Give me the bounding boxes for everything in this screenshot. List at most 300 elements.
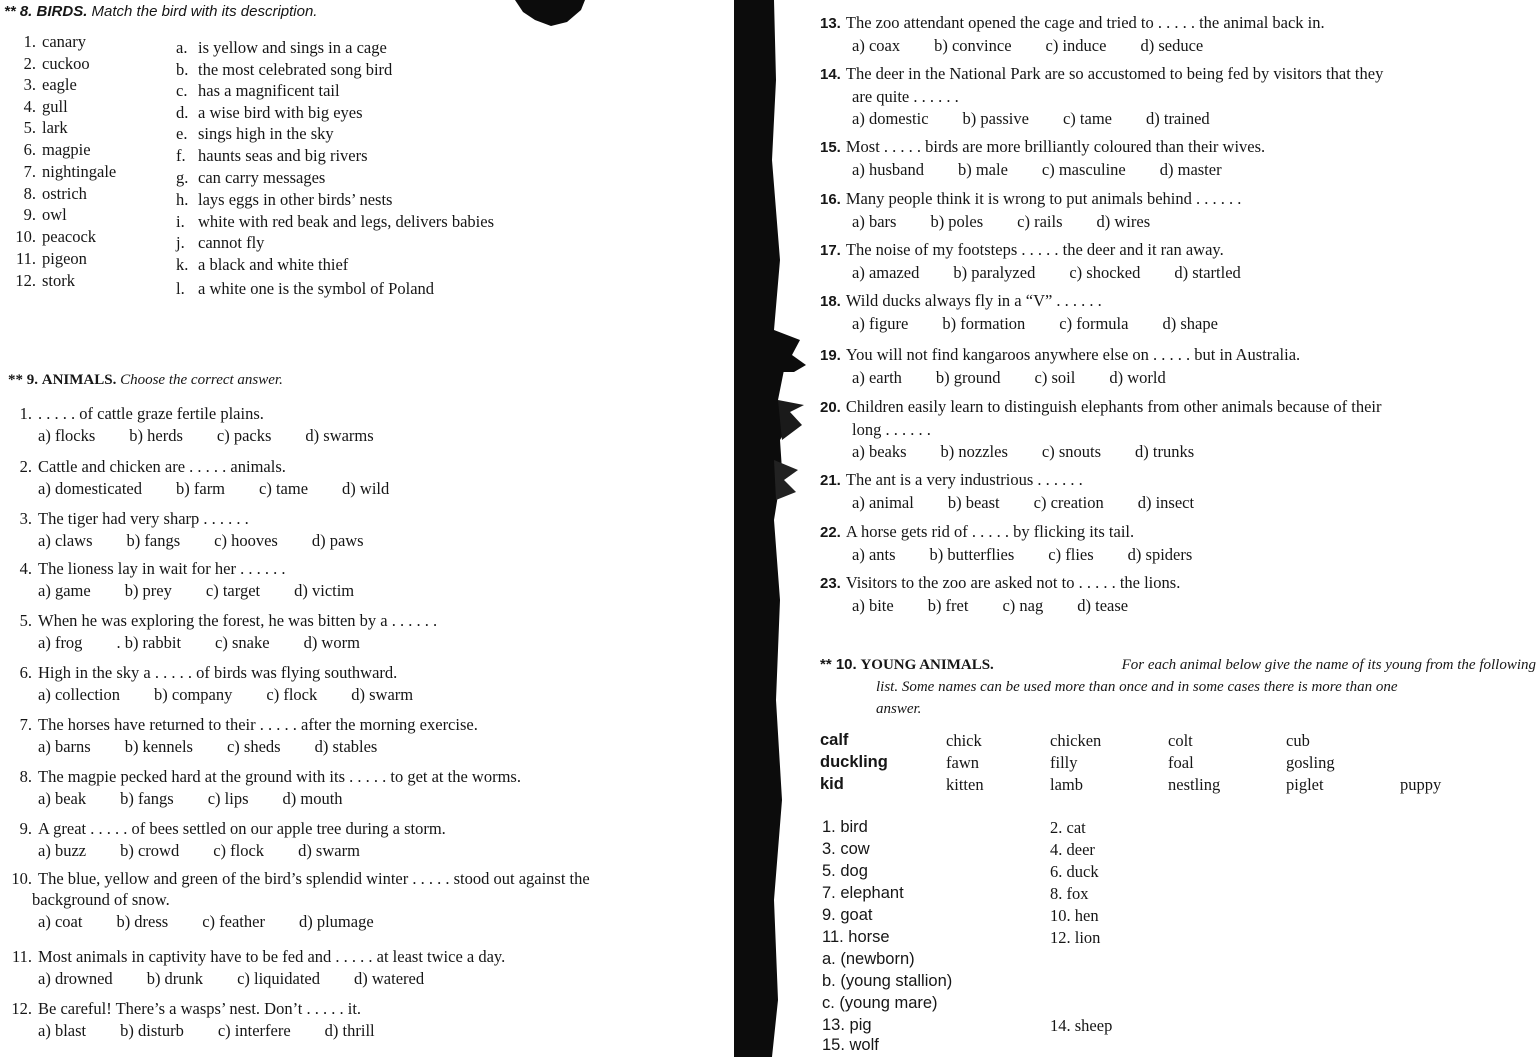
description-letter: b. [176, 60, 189, 79]
answer-option: . b) rabbit [116, 633, 182, 652]
answer-option: c) flies [1048, 545, 1094, 564]
description-letter: i. [176, 212, 185, 231]
question-text [0, 508, 720, 529]
answer-option: c) sheds [226, 737, 281, 756]
answer-option: d) swarm [298, 841, 360, 860]
young-animal-word: kitten [946, 775, 984, 794]
description-letter: f. [176, 146, 186, 165]
answer-options [820, 367, 1538, 389]
answer-option: b) butterflies [929, 545, 1015, 564]
bird-description [176, 60, 392, 80]
answer-option: c) flock [266, 685, 318, 704]
bird-description [176, 279, 434, 299]
answer-option: b) drunk [146, 969, 204, 988]
answer-option: b) kennels [124, 737, 193, 756]
answer-option: c) packs [216, 426, 272, 445]
young-animal-word: gosling [1286, 753, 1335, 772]
description-letter: d. [176, 103, 189, 122]
question-item [820, 188, 1538, 233]
question-number: 14. [820, 66, 841, 83]
description-text: cannot fly [198, 233, 265, 252]
answer-option: c) lips [207, 789, 249, 808]
answer-option: b) convince [934, 36, 1012, 55]
answer-option: d) swarm [351, 685, 414, 704]
bird-number: 10. [15, 227, 36, 246]
animal-item: 1. bird [822, 818, 868, 836]
question-item [0, 508, 720, 551]
answer-option: c) masculine [1041, 160, 1126, 179]
description-text: sings high in the sky [198, 124, 334, 143]
young-animal-word: duckling [820, 753, 888, 771]
animal-item: 7. elephant [822, 884, 904, 902]
bird-number: 7. [23, 162, 36, 181]
exercise-9-header [8, 372, 283, 389]
question-text [820, 290, 1538, 313]
bird-number: 1. [23, 32, 36, 51]
answer-option: c) liquidated [237, 969, 320, 988]
question-text [0, 868, 720, 889]
answer-options [0, 530, 720, 551]
answer-options [0, 580, 720, 601]
answer-option: d) watered [354, 969, 425, 988]
answer-option: c) feather [202, 912, 265, 931]
bird-name: eagle [42, 75, 77, 94]
animal-item: 5. dog [822, 862, 868, 880]
question-stem-continued: long . . . . . . [852, 420, 931, 439]
answer-option: b) beast [947, 493, 1000, 512]
bird-description [176, 190, 392, 210]
bird-item [10, 75, 77, 95]
question-text [820, 63, 1538, 86]
question-stem: The tiger had very sharp . . . . . . [38, 509, 249, 528]
question-item [820, 136, 1538, 181]
answer-option: a) buzz [38, 841, 87, 860]
answer-option: c) nag [1002, 596, 1044, 615]
question-stem: Cattle and chicken are . . . . . animals. [38, 457, 286, 476]
question-stem: The lioness lay in wait for her . . . . . . [38, 559, 286, 578]
question-number: 5. [19, 611, 32, 630]
description-letter: c. [176, 81, 188, 100]
answer-option: a) figure [852, 314, 909, 333]
answer-options [820, 211, 1538, 233]
question-item [820, 572, 1538, 617]
answer-option: a) coat [38, 912, 83, 931]
description-letter: h. [176, 190, 189, 209]
answer-option: c) creation [1033, 493, 1104, 512]
answer-options [0, 736, 720, 757]
exercise-10-instruction-line-2: list. Some names can be used more than once and in some cases there is more than one [876, 679, 1398, 695]
question-stem: The ant is a very industrious . . . . . . [845, 470, 1083, 489]
question-number: 10. [11, 869, 32, 888]
description-text: has a magnificent tail [198, 81, 340, 100]
question-number: 18. [820, 293, 841, 310]
question-stem: Be careful! There’s a wasps’ nest. Don’t . . . . . it. [38, 999, 362, 1018]
answer-options [820, 313, 1538, 335]
animal-item: 2. cat [1050, 818, 1086, 837]
question-stem: The blue, yellow and green of the bird’s splendid winter . . . . . stood out against the [38, 869, 590, 888]
young-animal-word: calf [820, 731, 849, 749]
bird-name: gull [42, 97, 68, 116]
question-item [0, 766, 720, 809]
bird-item [10, 97, 68, 117]
answer-options [0, 840, 720, 861]
question-stem: High in the sky a . . . . . of birds was flying southward. [38, 663, 398, 682]
animal-item: 8. fox [1050, 884, 1089, 903]
question-text [820, 239, 1538, 262]
bird-name: cuckoo [42, 54, 90, 73]
question-item [820, 469, 1538, 514]
animal-item: a. (newborn) [822, 950, 915, 968]
question-item [0, 403, 720, 446]
answer-options [820, 492, 1538, 514]
answer-options [820, 595, 1538, 617]
answer-option: c) hooves [214, 531, 278, 550]
bird-number: 6. [23, 140, 36, 159]
answer-option: d) startled [1174, 263, 1241, 282]
question-stem: Many people think it is wrong to put animals behind . . . . . . [845, 189, 1242, 208]
young-animal-word: chick [946, 731, 982, 750]
answer-option: d) worm [303, 633, 360, 652]
bird-number: 11. [15, 249, 36, 268]
answer-option: d) victim [294, 581, 355, 600]
question-number: 13. [820, 15, 841, 32]
answer-option: a) blast [38, 1021, 87, 1040]
question-item [820, 344, 1538, 389]
exercise-10-instruction-line-3: answer. [876, 701, 922, 717]
page-gutter-shadow [734, 0, 806, 1057]
answer-options [0, 911, 720, 932]
question-text [0, 946, 720, 967]
question-text [0, 403, 720, 424]
answer-options [0, 788, 720, 809]
question-item [820, 290, 1538, 335]
answer-option: b) fangs [126, 531, 181, 550]
question-stem: The noise of my footsteps . . . . . the deer and it ran away. [845, 240, 1224, 259]
answer-option: b) dress [116, 912, 169, 931]
answer-option: d) paws [311, 531, 364, 550]
question-number: 8. [19, 767, 32, 786]
bird-number: 2. [23, 54, 36, 73]
question-text [820, 572, 1538, 595]
question-text [0, 558, 720, 579]
description-letter: e. [176, 124, 188, 143]
answer-option: a) claws [38, 531, 93, 550]
animal-item: 15. wolf [822, 1036, 879, 1054]
question-number: 20. [820, 399, 841, 416]
bird-name: lark [42, 118, 68, 137]
question-text [820, 12, 1538, 35]
answer-option: a) bars [852, 212, 897, 231]
question-stem: Most animals in captivity have to be fed and . . . . . at least twice a day. [38, 947, 506, 966]
answer-option: c) soil [1034, 368, 1076, 387]
question-item [0, 818, 720, 861]
answer-option: a) drowned [38, 969, 113, 988]
bird-item [10, 162, 116, 182]
question-item [0, 610, 720, 653]
answer-option: a) flocks [38, 426, 96, 445]
answer-option: d) seduce [1140, 36, 1204, 55]
question-text [0, 456, 720, 477]
question-stem: The zoo attendant opened the cage and tried to . . . . . the animal back in. [845, 13, 1325, 32]
question-text [0, 818, 720, 839]
exercise-8-title: BIRDS. [36, 3, 88, 20]
question-number: 1. [19, 404, 32, 423]
bird-item [10, 271, 75, 291]
answer-option: b) formation [942, 314, 1026, 333]
answer-option: b) prey [124, 581, 172, 600]
question-number: 11. [11, 947, 32, 966]
answer-option: d) thrill [324, 1021, 375, 1040]
answer-options [820, 441, 1538, 463]
question-stem: Most . . . . . birds are more brilliantly coloured than their wives. [845, 137, 1266, 156]
young-animal-word: puppy [1400, 775, 1442, 794]
answer-option: d) wild [342, 479, 390, 498]
question-stem-continued: background of snow. [32, 890, 170, 909]
answer-option: b) paralyzed [953, 263, 1036, 282]
answer-option: a) husband [852, 160, 924, 179]
question-item [0, 868, 720, 932]
bird-number: 8. [23, 184, 36, 203]
question-text [820, 396, 1538, 419]
exercise-8-number: ** 8. [4, 3, 33, 20]
bird-description [176, 212, 494, 232]
answer-option: d) trained [1145, 109, 1210, 128]
question-number: 16. [820, 191, 841, 208]
bird-name: ostrich [42, 184, 87, 203]
description-letter: l. [176, 279, 185, 298]
answer-option: c) rails [1017, 212, 1063, 231]
exercise-9-instruction: Choose the correct answer. [120, 372, 283, 388]
description-text: white with red beak and legs, delivers babies [198, 212, 494, 231]
answer-option: b) company [154, 685, 233, 704]
answer-option: d) spiders [1127, 545, 1193, 564]
question-number: 22. [820, 524, 841, 541]
bird-number: 5. [23, 118, 36, 137]
answer-option: d) wires [1096, 212, 1151, 231]
answer-option: a) beaks [852, 442, 907, 461]
answer-option: a) animal [852, 493, 914, 512]
answer-option: d) mouth [282, 789, 343, 808]
answer-option: d) stables [314, 737, 378, 756]
animal-item: b. (young stallion) [822, 972, 953, 990]
description-letter: j. [176, 233, 185, 252]
answer-option: b) ground [935, 368, 1001, 387]
answer-option: a) coax [852, 36, 901, 55]
question-text [820, 188, 1538, 211]
exercise-10-instruction-line-1: For each animal below give the name of its young from the following [1121, 657, 1536, 673]
description-text: lays eggs in other birds’ nests [198, 190, 393, 209]
bird-description [176, 103, 363, 123]
answer-option: b) disturb [120, 1021, 184, 1040]
bird-number: 3. [23, 75, 36, 94]
answer-option: b) poles [930, 212, 984, 231]
answer-option: d) tease [1077, 596, 1129, 615]
question-item [0, 456, 720, 499]
question-item [820, 521, 1538, 566]
answer-option: a) frog [38, 633, 83, 652]
question-number: 19. [820, 347, 841, 364]
description-letter: a. [176, 38, 188, 57]
answer-option: c) tame [1062, 109, 1112, 128]
answer-options [820, 108, 1538, 130]
answer-options [0, 425, 720, 446]
answer-option: a) amazed [852, 263, 920, 282]
question-number: 21. [820, 472, 841, 489]
bird-item [10, 249, 87, 269]
description-text: can carry messages [198, 168, 326, 187]
animal-item: 6. duck [1050, 862, 1099, 881]
question-item [820, 63, 1538, 130]
bird-name: pigeon [42, 249, 87, 268]
answer-option: b) nozzles [940, 442, 1008, 461]
description-text: a black and white thief [198, 255, 349, 274]
bird-item [10, 118, 68, 138]
young-animal-word: piglet [1286, 775, 1324, 794]
question-item [0, 946, 720, 989]
question-item [0, 998, 720, 1041]
question-number: 12. [11, 999, 32, 1018]
answer-options [0, 1020, 720, 1041]
answer-option: b) passive [962, 109, 1029, 128]
answer-option: d) trunks [1135, 442, 1195, 461]
question-text [0, 766, 720, 787]
question-number: 23. [820, 575, 841, 592]
answer-option: d) swarms [305, 426, 374, 445]
answer-option: b) herds [129, 426, 183, 445]
bird-item [10, 205, 67, 225]
answer-option: c) snouts [1041, 442, 1101, 461]
answer-option: a) game [38, 581, 91, 600]
answer-option: c) formula [1059, 314, 1129, 333]
bird-description [176, 38, 387, 58]
question-text [820, 469, 1538, 492]
young-animal-word: cub [1286, 731, 1310, 750]
answer-option: d) master [1159, 160, 1222, 179]
question-stem: The deer in the National Park are so accustomed to being fed by visitors that they [845, 64, 1384, 83]
young-animal-word: kid [820, 775, 844, 793]
answer-option: d) world [1109, 368, 1166, 387]
answer-options [820, 35, 1538, 57]
answer-option: a) domestic [852, 109, 929, 128]
answer-option: d) shape [1162, 314, 1218, 333]
bird-number: 12. [15, 271, 36, 290]
answer-option: a) beak [38, 789, 87, 808]
answer-option: b) fret [927, 596, 969, 615]
bird-description [176, 168, 325, 188]
bird-number: 4. [23, 97, 36, 116]
description-text: a wise bird with big eyes [198, 103, 363, 122]
answer-option: b) farm [176, 479, 226, 498]
answer-option: b) fangs [120, 789, 174, 808]
bird-description [176, 233, 264, 253]
answer-option: c) flock [213, 841, 265, 860]
answer-options [0, 684, 720, 705]
animal-item: 3. cow [822, 840, 870, 858]
description-text: haunts seas and big rivers [198, 146, 368, 165]
question-stem: Children easily learn to distinguish elephants from other animals because of their [845, 397, 1382, 416]
animal-item: 12. lion [1050, 928, 1101, 947]
answer-option: a) bite [852, 596, 894, 615]
answer-option: b) male [957, 160, 1008, 179]
answer-options [0, 632, 720, 653]
description-text: the most celebrated song bird [198, 60, 393, 79]
question-number: 7. [19, 715, 32, 734]
question-stem: The horses have returned to their . . . . . after the morning exercise. [38, 715, 478, 734]
question-number: 15. [820, 139, 841, 156]
answer-options [0, 968, 720, 989]
question-text [0, 714, 720, 735]
answer-option: c) induce [1045, 36, 1107, 55]
young-animal-word: fawn [946, 753, 979, 772]
bird-name: canary [42, 32, 86, 51]
animal-item: 13. pig [822, 1016, 872, 1034]
question-text [820, 136, 1538, 159]
answer-options [820, 262, 1538, 284]
question-stem: The magpie pecked hard at the ground with its . . . . . to get at the worms. [38, 767, 521, 786]
answer-option: b) crowd [120, 841, 180, 860]
question-stem: You will not find kangaroos anywhere else on . . . . . but in Australia. [845, 345, 1301, 364]
question-number: 9. [19, 819, 32, 838]
answer-option: a) collection [38, 685, 121, 704]
question-item [820, 239, 1538, 284]
answer-options [820, 544, 1538, 566]
exercise-9-number: ** 9. [8, 372, 38, 388]
bird-description [176, 146, 368, 166]
bird-name: magpie [42, 140, 91, 159]
answer-option: d) plumage [298, 912, 374, 931]
answer-option: c) snake [215, 633, 270, 652]
animal-item: 9. goat [822, 906, 873, 924]
question-text [0, 610, 720, 631]
question-text [820, 344, 1538, 367]
question-stem: A horse gets rid of . . . . . by flicking its tail. [845, 522, 1135, 541]
animal-item: 14. sheep [1050, 1016, 1113, 1035]
young-animal-word: chicken [1050, 731, 1102, 750]
question-item [820, 396, 1538, 463]
bird-name: stork [42, 271, 75, 290]
question-number: 4. [19, 559, 32, 578]
question-stem-continued: are quite . . . . . . [852, 87, 959, 106]
description-text: is yellow and sings in a cage [198, 38, 387, 57]
answer-option: c) interfere [217, 1021, 291, 1040]
answer-options [0, 478, 720, 499]
right-page [800, 0, 1540, 1057]
question-number: 17. [820, 242, 841, 259]
bird-name: peacock [42, 227, 97, 246]
question-item [820, 12, 1538, 57]
exercise-9-title: ANIMALS. [41, 372, 117, 388]
young-animal-word: foal [1168, 753, 1194, 772]
exercise-8-instruction: Match the bird with its description. [91, 3, 318, 20]
question-item [0, 558, 720, 601]
young-animal-word: filly [1050, 753, 1078, 772]
bird-name: owl [42, 205, 67, 224]
answer-option: c) target [205, 581, 261, 600]
question-number: 6. [19, 663, 32, 682]
question-stem: When he was exploring the forest, he was bitten by a . . . . . . [38, 611, 438, 630]
question-text [0, 662, 720, 683]
question-number: 3. [19, 509, 32, 528]
question-stem: . . . . . of cattle graze fertile plains. [38, 404, 264, 423]
answer-option: a) barns [38, 737, 91, 756]
answer-option: a) ants [852, 545, 896, 564]
animal-item: 11. horse [822, 928, 890, 946]
question-stem: Wild ducks always fly in a “V” . . . . . . [845, 291, 1102, 310]
question-stem: A great . . . . . of bees settled on our apple tree during a storm. [38, 819, 446, 838]
description-text: a white one is the symbol of Poland [198, 279, 435, 298]
answer-option: c) shocked [1069, 263, 1141, 282]
exercise-10-title: YOUNG ANIMALS. [860, 657, 994, 673]
